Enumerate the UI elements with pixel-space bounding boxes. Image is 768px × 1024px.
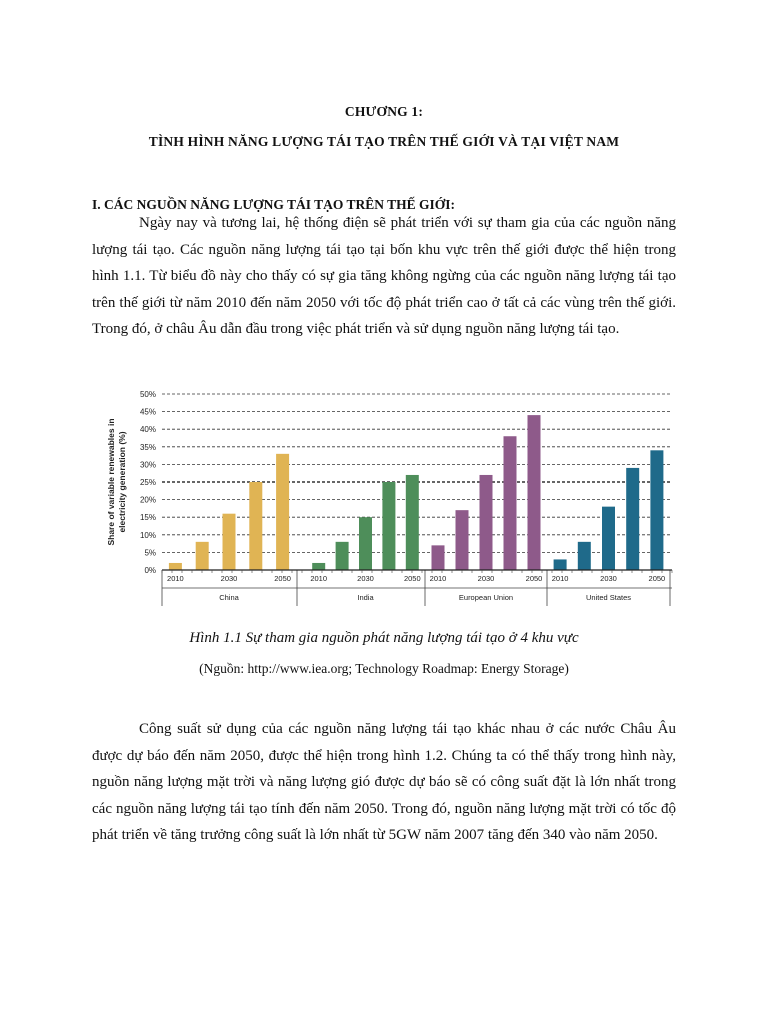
region-label: China — [219, 593, 239, 602]
y-tick-label: 50% — [139, 390, 156, 399]
paragraph-1-text: Ngày nay và tương lai, hệ thống điện sẽ phát triển với sự tham gia của các nguồn năng lượng tái tạo. Các nguồn năng lượng tái tạo tại bốn khu vực trên thế giới được thể hiện trong hình 1.1. Từ biểu đồ này cho thấy có sự gia tăng không ngừng của các nguồn năng lượng tái tạo trên thế giới từ năm 2010 đến năm 2050 với tốc độ phát triển cao ở tất cả các vùng trên thế giới. Trong đó, ở châu Âu dẫn đầu trong việc phát triển và sử dụng nguồn năng lượng tái tạo. — [92, 215, 676, 338]
bar — [528, 415, 541, 570]
y-tick-label: 25% — [139, 478, 156, 487]
x-tick-label: 2050 — [525, 574, 543, 583]
paragraph-1 — [92, 210, 676, 343]
x-tick-label: 2030 — [477, 574, 495, 583]
y-tick-label: 45% — [139, 407, 156, 417]
x-tick-label: 2050 — [274, 574, 291, 583]
bar — [336, 542, 349, 570]
y-axis-title-line: electricity generation (%) — [117, 431, 127, 533]
figure-caption: Hình 1.1 Sự tham gia nguồn phát năng lượng tái tạo ở 4 khu vực — [189, 630, 579, 646]
x-axis — [162, 570, 672, 606]
figure-source: (Nguồn: http://www.iea.org; Technology Roadmap: Energy Storage) — [199, 661, 569, 676]
bar — [382, 482, 395, 570]
y-tick-label: 20% — [139, 495, 156, 505]
x-tick-label: 2050 — [648, 574, 666, 583]
bar — [249, 482, 262, 570]
region-label: European Union — [458, 593, 514, 602]
chapter-title: TÌNH HÌNH NĂNG LƯỢNG TÁI TẠO TRÊN THẾ GIỚI VÀ TẠI VIỆT NAM — [148, 134, 620, 149]
bar — [480, 475, 493, 570]
bar — [312, 563, 325, 570]
y-axis-title — [106, 418, 127, 545]
bar — [406, 475, 419, 570]
x-tick-label: 2030 — [357, 574, 374, 583]
x-tick-label: 2010 — [429, 574, 447, 583]
y-tick-labels — [140, 390, 156, 575]
bar — [504, 436, 517, 570]
x-tick-label: 2010 — [167, 574, 184, 583]
bar — [456, 510, 469, 570]
renewables-bar-chart — [100, 384, 680, 610]
bar — [578, 542, 591, 570]
y-tick-label: 5% — [144, 548, 156, 558]
y-tick-label: 35% — [139, 442, 156, 452]
bar — [602, 507, 615, 570]
bar — [223, 514, 236, 570]
x-tick-label: 2030 — [220, 574, 238, 583]
x-tick-label: 2050 — [403, 574, 421, 583]
region-label: United States — [585, 593, 632, 602]
y-tick-label: 0% — [144, 566, 156, 575]
bar — [650, 450, 663, 570]
y-tick-label: 15% — [139, 513, 156, 523]
y-tick-label: 10% — [139, 530, 156, 540]
x-tick-label: 2010 — [551, 574, 569, 583]
bar — [626, 468, 639, 570]
bar — [169, 563, 182, 570]
bar — [432, 545, 445, 570]
bar — [554, 559, 567, 570]
region-label: India — [357, 593, 374, 602]
x-tick-label: 2010 — [310, 574, 328, 583]
paragraph-2 — [92, 716, 676, 849]
y-tick-label: 30% — [139, 460, 156, 470]
bar — [276, 454, 289, 570]
chart-bars — [169, 415, 664, 570]
paragraph-2-text: Công suất sử dụng của các nguồn năng lượng tái tạo khác nhau ở các nước Châu Âu được dự báo đến năm 2050, được thể hiện trong hình 1.2. Chúng ta có thể thấy trong hình này, nguồn năng lượng mặt trời và năng lượng gió được dự báo sẽ có công suất đặt là lớn nhất trong các nguồn năng lượng tái tạo tính đến năm 2050. Trong đó, nguồn năng lượng mặt trời có tốc độ phát triển về tăng trưởng công suất là lớn nhất từ 5GW năm 2007 tăng đến 340 vào năm 2050. — [92, 721, 676, 844]
chapter-number: CHƯƠNG 1: — [344, 104, 424, 119]
y-tick-label: 40% — [139, 425, 156, 435]
bar — [196, 542, 209, 570]
section-heading: I. CÁC NGUỒN NĂNG LƯỢNG TÁI TẠO TRÊN THẾ GIỚI: — [92, 197, 456, 212]
x-tick-label: 2030 — [600, 574, 617, 583]
y-axis-title-line: Share of variable renewables in — [106, 418, 116, 546]
bar — [359, 517, 372, 570]
